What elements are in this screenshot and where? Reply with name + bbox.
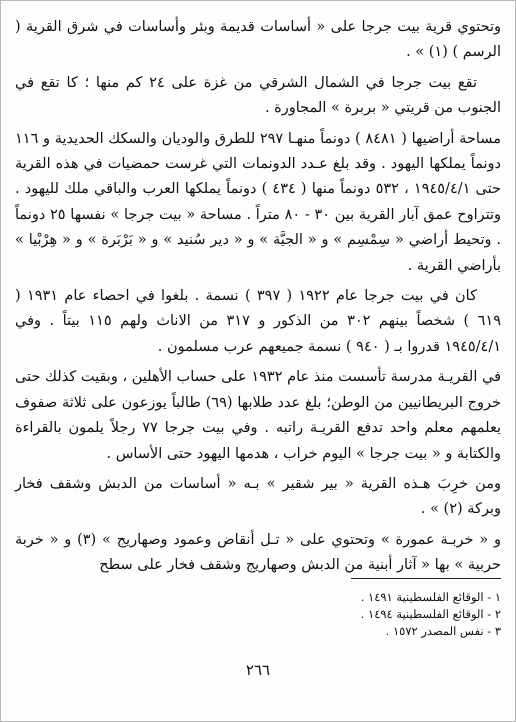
paragraph-location: تقع بيت جرجا في الشمال الشرقي من غزة على ٢٤ كم منها ؛ كا تقع في الجنوب من قريتي « بربرة » المجاورة . [15,74,501,117]
body-text [15,15,501,584]
footnote-1: ١ - الوقائع الفلسطينية ١٤٩١ . [360,590,501,604]
paragraph-population: كان في بيت جرجا عام ١٩٢٢ ( ٣٩٧ ) نسمة . بلغوا في احصاء عام ١٩٣١ ( ٦١٩ ) شخصاً بينهم ٣٠٢ من الذكور و ٣١٧ من الاناث ولهم ١١٥ بيتاً . وفي ١٩٤٥/٤/١ قدروا بـ ( ٩٤٠ ) نسمة جميعهم عرب مسلمون . [15,288,501,355]
footnote-2: ٢ - الوقائع الفلسطينية ١٤٩٤ . [360,607,501,621]
paragraph-khirbas: و « خربـة عمورة » وتحتوي على « تـل أنقاض وعمود وصهاريج » (٣) و « خربة حربية » بها « آثار أبنية من الدبش وصهاريج وشقف فخار على سطح [15,531,501,574]
paragraph-school: في القريـة مدرسة تأسست منذ عام ١٩٣٢ على حساب الأهلين ، وبقيت كذلك حتى خروج البريطانيين من الوطن؛ بلغ عدد طلابها (٦٩) طالباً يوزعون على ثلاثة صفوف يعلمهم معلم واحد تدفع القريـة راتبه . وفي بيت جرجا ٧٧ رجلاً يلمون بالقراءة والكتابة و « بيت جرجا » اليوم خراب ، هدمها اليهود حتى الأساس . [15,369,501,462]
paragraph-area: مساحة أراضيها ( ٨٤٨١ ) دونماً منهـا ٢٩٧ للطرق والوديان والسكك الحديدية و ١١٦ دونماً يملكها اليهود . وقد بلغ عـدد الدونمات التي غرست حمضيات في هذه القرية حتى ١٩٤٥/٤/١ ، ٥٣٢ دونماً منها ( ٤٣٤ ) دونماً يملكها العرب والباقي ملك لليهود . وتتراوح عمق آبار القرية بين ٣٠ - ٨٠ متراً . مساحة « بيت جرجا » نفسها ٢٥ دونماً . وتحيط أراضي « سِمْسِم » و « الجيَّة » و « دير سُنيد » و « بَرْبَرة » و « هِرْبْيا » بأراضي القرية . [15,130,502,274]
paragraph-intro: وتحتوي قرية بيت جرجا على « أساسات قديمة وبئر وأساسات في شرق القرية ( الرسم ) (١) » . [15,19,501,61]
page-number: ٢٦٦ [245,661,271,679]
paragraph-ruins: ومن خرِبَ هـذه القرية « بير شقير » بـه « أساسات من الدبش وشقف فخار وبركة (٢) » . [15,475,501,518]
footnotes [361,589,501,640]
footnote-3: ٣ - نفس المصدر ١٥٧٢ . [385,624,501,638]
footnote-divider [351,578,501,579]
